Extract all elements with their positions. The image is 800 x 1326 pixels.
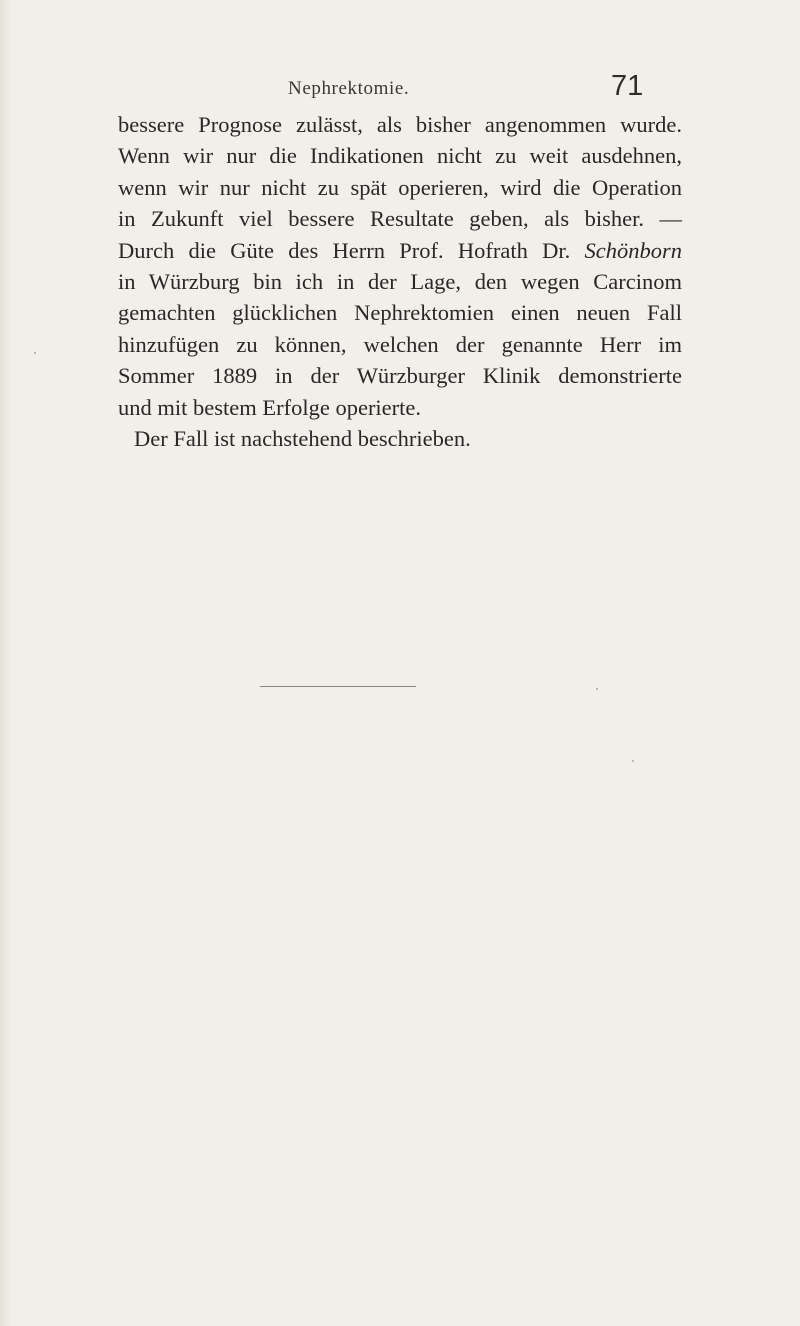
running-head: Nephrektomie. [288, 78, 410, 99]
paper-speck [632, 760, 634, 762]
text-line-segment: Durch die Güte des Herrn Prof. Hofrath Dr. [118, 237, 571, 263]
text-line: gemachten glücklichen Nephrektomien einen neuen Fall [118, 300, 682, 326]
text-line: Der Fall ist nachstehend beschrieben. [134, 425, 471, 451]
page-header [0, 70, 800, 110]
text-line: Wenn wir nur die Indikationen nicht zu weit ausdehnen, [118, 143, 682, 169]
surgeon-name: Schönborn [584, 237, 682, 263]
text-line: bessere Prognose zulässt, als bisher angenommen wurde. [118, 112, 682, 137]
paper-speck [34, 352, 36, 354]
text-line: wenn wir nur nicht zu spät operieren, wird die Operation [118, 174, 682, 200]
page-edge-shadow [0, 0, 12, 1326]
text-line: hinzufügen zu können, welchen der genannte Herr im [118, 331, 682, 357]
text-line: in Zukunft viel bessere Resultate geben, als bisher. — [118, 206, 682, 232]
body-text [118, 109, 682, 454]
text-line [118, 235, 682, 266]
text-line: Sommer 1889 in der Würzburger Klinik demonstrierte [118, 363, 682, 389]
page-number: 71 [611, 70, 644, 102]
text-line: und mit bestem Erfolge operierte. [118, 394, 422, 420]
section-rule [260, 686, 416, 687]
paragraph-1 [118, 109, 682, 423]
paper-speck [596, 688, 598, 690]
paragraph-2 [118, 423, 682, 454]
text-line: in Würzburg bin ich in der Lage, den wegen Carcinom [118, 268, 682, 294]
